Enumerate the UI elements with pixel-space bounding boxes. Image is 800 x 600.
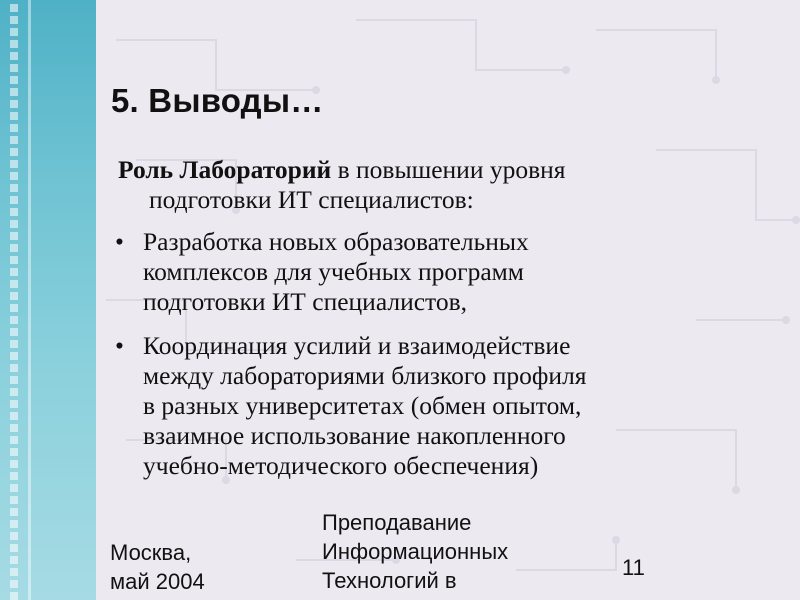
decorative-square <box>10 388 18 396</box>
bullet-line: Разработка новых образовательных <box>143 227 529 256</box>
decorative-square <box>10 484 18 492</box>
decorative-square <box>10 148 18 156</box>
decorative-square <box>10 280 18 288</box>
decorative-square <box>10 88 18 96</box>
bullet-line: Координация усилий и взаимодействие <box>143 331 571 360</box>
decorative-square <box>10 568 18 576</box>
decorative-square <box>10 508 18 516</box>
intro-emphasis: Роль Лабораторий <box>118 155 332 184</box>
bullet-marker: • <box>115 331 124 360</box>
decorative-square <box>10 136 18 144</box>
footer-date: май 2004 <box>110 569 205 594</box>
decorative-square <box>10 184 18 192</box>
decorative-square <box>10 532 18 540</box>
decorative-square <box>10 256 18 264</box>
bullet-line: в разных университетах (обмен опытом, <box>143 391 582 420</box>
decorative-square <box>10 556 18 564</box>
decorative-square <box>10 292 18 300</box>
bullet-line: подготовки ИТ специалистов, <box>143 287 468 316</box>
page-number: 11 <box>622 555 645 580</box>
intro-paragraph <box>118 155 712 215</box>
decorative-square <box>10 364 18 372</box>
square-pattern-decoration <box>4 0 28 600</box>
decorative-square <box>10 472 18 480</box>
bullet-item <box>112 331 712 481</box>
decorative-square <box>10 340 18 348</box>
decorative-square <box>10 580 18 588</box>
decorative-square <box>10 124 18 132</box>
decorative-square <box>10 592 18 600</box>
footer-title-line-3: Технологий в <box>322 568 457 593</box>
decorative-square <box>10 28 18 36</box>
decorative-square <box>10 316 18 324</box>
decorative-square <box>10 172 18 180</box>
footer-title <box>322 508 508 595</box>
bullet-line: учебно-методического обеспечения) <box>143 451 539 480</box>
decorative-square <box>10 400 18 408</box>
decorative-square <box>10 4 18 12</box>
bullet-line: взаимное использование накопленного <box>143 421 566 450</box>
footer-title-line-1: Преподавание <box>322 510 472 535</box>
bullet-line: между лабораториями близкого профиля <box>143 361 587 390</box>
decorative-square <box>10 328 18 336</box>
intro-line-2: подготовки ИТ специалистов: <box>149 185 474 214</box>
decorative-square <box>10 112 18 120</box>
bullet-line: комплексов для учебных программ <box>143 257 524 286</box>
footer-title-line-2: Информационных <box>322 539 509 564</box>
decorative-square <box>10 496 18 504</box>
decorative-side-band <box>0 0 96 600</box>
decorative-square <box>10 76 18 84</box>
decorative-square <box>10 220 18 228</box>
decorative-square <box>10 424 18 432</box>
band-divider-line <box>28 0 31 600</box>
decorative-square <box>10 52 18 60</box>
bullet-marker: • <box>115 227 124 256</box>
footer-location-date <box>110 538 205 596</box>
decorative-square <box>10 436 18 444</box>
decorative-square <box>10 412 18 420</box>
slide-body <box>112 155 712 495</box>
decorative-square <box>10 448 18 456</box>
decorative-square <box>10 100 18 108</box>
decorative-square <box>10 520 18 528</box>
decorative-square <box>10 40 18 48</box>
intro-line-1 <box>118 155 712 185</box>
decorative-square <box>10 232 18 240</box>
decorative-square <box>10 160 18 168</box>
decorative-square <box>10 208 18 216</box>
decorative-square <box>10 544 18 552</box>
slide-title: 5. Выводы… <box>111 82 324 119</box>
intro-rest: в повышении уровня <box>331 155 566 184</box>
decorative-square <box>10 460 18 468</box>
footer-location: Москва, <box>110 540 192 565</box>
decorative-square <box>10 304 18 312</box>
decorative-square <box>10 352 18 360</box>
decorative-square <box>10 376 18 384</box>
decorative-square <box>10 244 18 252</box>
decorative-square <box>10 64 18 72</box>
decorative-square <box>10 268 18 276</box>
decorative-square <box>10 196 18 204</box>
bullet-item <box>112 227 712 317</box>
decorative-square <box>10 16 18 24</box>
